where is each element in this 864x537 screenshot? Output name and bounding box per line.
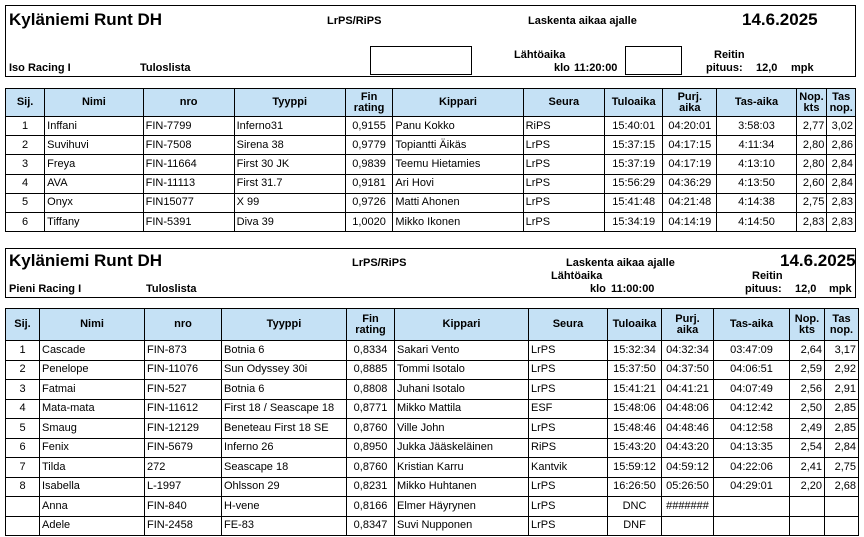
cell-purj-aika: 04:21:48 bbox=[663, 193, 717, 212]
cell-kippari: Matti Ahonen bbox=[393, 193, 523, 212]
race1-class: Iso Racing I bbox=[9, 62, 71, 74]
cell-nop-kts: 2,75 bbox=[796, 193, 827, 212]
cell-tyyppi: Botnia 6 bbox=[222, 341, 347, 361]
cell-sij: 5 bbox=[6, 193, 45, 212]
cell-tas-nop: 2,83 bbox=[827, 193, 856, 212]
cell-nop-kts: 2,41 bbox=[790, 458, 825, 478]
cell-nop-kts: 2,54 bbox=[790, 438, 825, 458]
table-row bbox=[6, 438, 859, 458]
cell-sij: 3 bbox=[6, 155, 45, 174]
cell-purj-aika: 05:26:50 bbox=[662, 477, 714, 497]
cell-seura: LrPS bbox=[529, 477, 608, 497]
table-row bbox=[6, 193, 856, 212]
cell-nimi: Isabella bbox=[40, 477, 145, 497]
table-row bbox=[6, 458, 859, 478]
cell-fin-rating: 0,8231 bbox=[347, 477, 395, 497]
cell-kippari: Elmer Häyrynen bbox=[395, 497, 529, 517]
cell-nro: FIN-873 bbox=[145, 341, 222, 361]
table-row bbox=[6, 341, 859, 361]
header-purj-aika: Purj. aika bbox=[663, 89, 717, 117]
cell-seura: LrPS bbox=[523, 212, 605, 231]
cell-tas-nop bbox=[825, 516, 859, 536]
cell-sij: 4 bbox=[6, 174, 45, 193]
cell-nop-kts: 2,59 bbox=[790, 360, 825, 380]
cell-tuloaika: 15:41:21 bbox=[608, 380, 662, 400]
cell-tas-aika: 4:11:34 bbox=[717, 136, 796, 155]
cell-nro: FIN-12129 bbox=[145, 419, 222, 439]
cell-tas-aika: 4:13:10 bbox=[717, 155, 796, 174]
header-seura: Seura bbox=[529, 309, 608, 341]
cell-nimi: Penelope bbox=[40, 360, 145, 380]
cell-tas-nop: 3,02 bbox=[827, 117, 856, 136]
cell-tuloaika: 15:37:50 bbox=[608, 360, 662, 380]
cell-tas-nop: 2,84 bbox=[827, 174, 856, 193]
cell-kippari: Kristian Karru bbox=[395, 458, 529, 478]
cell-nro: FIN-527 bbox=[145, 380, 222, 400]
cell-purj-aika: 04:32:34 bbox=[662, 341, 714, 361]
race2-header-row bbox=[6, 309, 859, 341]
cell-fin-rating: 0,8760 bbox=[347, 419, 395, 439]
cell-tuloaika: 15:40:01 bbox=[605, 117, 663, 136]
header-sij: Sij. bbox=[6, 309, 40, 341]
cell-tyyppi: Sirena 38 bbox=[234, 136, 345, 155]
cell-tuloaika: 16:26:50 bbox=[608, 477, 662, 497]
race2-length-unit: mpk bbox=[829, 283, 852, 295]
cell-fin-rating: 0,8166 bbox=[347, 497, 395, 517]
cell-fin-rating: 0,9779 bbox=[345, 136, 393, 155]
cell-sij bbox=[6, 516, 40, 536]
race2-start-klo: klo bbox=[590, 283, 606, 295]
cell-tas-aika: 03:47:09 bbox=[714, 341, 790, 361]
race2-results-table bbox=[5, 308, 859, 536]
header-sij: Sij. bbox=[6, 89, 45, 117]
cell-tas-nop: 3,17 bbox=[825, 341, 859, 361]
cell-kippari: Topiantti Äikäs bbox=[393, 136, 523, 155]
cell-nimi: Anna bbox=[40, 497, 145, 517]
cell-fin-rating: 0,8347 bbox=[347, 516, 395, 536]
cell-tas-nop bbox=[825, 497, 859, 517]
race2-method: Laskenta aikaa ajalle bbox=[566, 257, 675, 269]
cell-tuloaika: DNC bbox=[608, 497, 662, 517]
table-row bbox=[6, 399, 859, 419]
cell-tas-nop: 2,68 bbox=[825, 477, 859, 497]
cell-purj-aika: 04:36:29 bbox=[663, 174, 717, 193]
header-tas-nop: Tas nop. bbox=[827, 89, 856, 117]
cell-kippari: Mikko Mattila bbox=[395, 399, 529, 419]
cell-nimi: Tiffany bbox=[45, 212, 143, 231]
cell-seura: LrPS bbox=[529, 360, 608, 380]
cell-tuloaika: 15:32:34 bbox=[608, 341, 662, 361]
cell-nop-kts: 2,49 bbox=[790, 419, 825, 439]
cell-kippari: Teemu Hietamies bbox=[393, 155, 523, 174]
cell-nimi: Adele bbox=[40, 516, 145, 536]
cell-purj-aika: 04:14:19 bbox=[663, 212, 717, 231]
cell-nimi: Cascade bbox=[40, 341, 145, 361]
race1-method: Laskenta aikaa ajalle bbox=[528, 15, 637, 27]
cell-sij: 4 bbox=[6, 399, 40, 419]
cell-tyyppi: Beneteau First 18 SE bbox=[222, 419, 347, 439]
cell-nro: FIN-5679 bbox=[145, 438, 222, 458]
header-purj-aika: Purj. aika bbox=[662, 309, 714, 341]
table-row bbox=[6, 516, 859, 536]
race1-club: LrPS/RiPS bbox=[327, 15, 382, 27]
header-tas-aika: Tas-aika bbox=[714, 309, 790, 341]
cell-tas-aika bbox=[714, 497, 790, 517]
cell-nop-kts: 2,77 bbox=[796, 117, 827, 136]
race1-title: Kyläniemi Runt DH bbox=[9, 10, 163, 29]
cell-kippari: Suvi Nupponen bbox=[395, 516, 529, 536]
cell-nimi: Mata-mata bbox=[40, 399, 145, 419]
cell-nro: FIN-7508 bbox=[143, 136, 234, 155]
cell-fin-rating: 0,8760 bbox=[347, 458, 395, 478]
cell-tuloaika: 15:34:19 bbox=[605, 212, 663, 231]
race1-header-row bbox=[6, 89, 856, 117]
cell-tas-aika: 04:12:58 bbox=[714, 419, 790, 439]
header-tyyppi: Tyyppi bbox=[222, 309, 347, 341]
cell-tyyppi: H-vene bbox=[222, 497, 347, 517]
cell-nro: FIN-11612 bbox=[145, 399, 222, 419]
header-tuloaika: Tuloaika bbox=[605, 89, 663, 117]
cell-tas-aika: 3:58:03 bbox=[717, 117, 796, 136]
cell-tas-nop: 2,85 bbox=[825, 399, 859, 419]
race1-start-label: Lähtöaika bbox=[514, 49, 566, 61]
cell-nop-kts: 2,50 bbox=[790, 399, 825, 419]
cell-nop-kts: 2,56 bbox=[790, 380, 825, 400]
cell-tas-aika: 04:29:01 bbox=[714, 477, 790, 497]
cell-nop-kts: 2,80 bbox=[796, 136, 827, 155]
cell-tas-nop: 2,85 bbox=[825, 419, 859, 439]
race2-start-time: 11:00:00 bbox=[611, 283, 655, 295]
table-row bbox=[6, 380, 859, 400]
header-tyyppi: Tyyppi bbox=[234, 89, 345, 117]
cell-tas-nop: 2,84 bbox=[827, 155, 856, 174]
cell-nro: L-1997 bbox=[145, 477, 222, 497]
race1-date: 14.6.2025 bbox=[742, 10, 818, 29]
race1-route-label: Reitin bbox=[714, 49, 745, 61]
cell-tas-aika: 4:14:50 bbox=[717, 212, 796, 231]
cell-seura: LrPS bbox=[529, 419, 608, 439]
race2-date: 14.6.2025 bbox=[780, 251, 856, 270]
cell-sij: 3 bbox=[6, 380, 40, 400]
race2-list-label: Tuloslista bbox=[146, 283, 197, 295]
cell-nop-kts bbox=[790, 516, 825, 536]
cell-nop-kts: 2,80 bbox=[796, 155, 827, 174]
header-kippari: Kippari bbox=[393, 89, 523, 117]
cell-nimi: AVA bbox=[45, 174, 143, 193]
cell-purj-aika: 04:20:01 bbox=[663, 117, 717, 136]
cell-tas-aika bbox=[714, 516, 790, 536]
race1-start-time: 11:20:00 bbox=[574, 62, 618, 74]
cell-purj-aika: 04:48:46 bbox=[662, 419, 714, 439]
cell-seura: Kantvik bbox=[529, 458, 608, 478]
cell-tuloaika: 15:37:15 bbox=[605, 136, 663, 155]
race1-blank-cell-2 bbox=[625, 46, 682, 75]
cell-kippari: Jukka Jääskeläinen bbox=[395, 438, 529, 458]
cell-tas-aika: 4:14:38 bbox=[717, 193, 796, 212]
cell-seura: LrPS bbox=[529, 380, 608, 400]
cell-tyyppi: Botnia 6 bbox=[222, 380, 347, 400]
cell-sij: 1 bbox=[6, 341, 40, 361]
cell-tuloaika: 15:56:29 bbox=[605, 174, 663, 193]
cell-fin-rating: 0,8771 bbox=[347, 399, 395, 419]
cell-tas-aika: 04:13:35 bbox=[714, 438, 790, 458]
cell-tyyppi: FE-83 bbox=[222, 516, 347, 536]
header-tas-aika: Tas-aika bbox=[717, 89, 796, 117]
cell-seura: LrPS bbox=[529, 516, 608, 536]
cell-tas-nop: 2,86 bbox=[827, 136, 856, 155]
cell-sij: 5 bbox=[6, 419, 40, 439]
cell-purj-aika bbox=[662, 516, 714, 536]
cell-tas-nop: 2,83 bbox=[827, 212, 856, 231]
race2-class: Pieni Racing I bbox=[9, 283, 82, 295]
cell-tuloaika: DNF bbox=[608, 516, 662, 536]
cell-kippari: Juhani Isotalo bbox=[395, 380, 529, 400]
cell-tuloaika: 15:37:19 bbox=[605, 155, 663, 174]
cell-tas-aika: 4:13:50 bbox=[717, 174, 796, 193]
cell-kippari: Tommi Isotalo bbox=[395, 360, 529, 380]
cell-purj-aika: 04:48:06 bbox=[662, 399, 714, 419]
cell-nimi: Smaug bbox=[40, 419, 145, 439]
cell-tuloaika: 15:48:06 bbox=[608, 399, 662, 419]
cell-nro: FIN-2458 bbox=[145, 516, 222, 536]
cell-nro: 272 bbox=[145, 458, 222, 478]
table-row bbox=[6, 360, 859, 380]
cell-kippari: Mikko Huhtanen bbox=[395, 477, 529, 497]
table-row bbox=[6, 419, 859, 439]
table-row bbox=[6, 477, 859, 497]
cell-fin-rating: 0,8950 bbox=[347, 438, 395, 458]
table-row bbox=[6, 212, 856, 231]
cell-tas-nop: 2,84 bbox=[825, 438, 859, 458]
cell-seura: LrPS bbox=[523, 155, 605, 174]
cell-purj-aika: 04:43:20 bbox=[662, 438, 714, 458]
table-row bbox=[6, 136, 856, 155]
cell-tuloaika: 15:48:46 bbox=[608, 419, 662, 439]
cell-nimi: Tilda bbox=[40, 458, 145, 478]
cell-seura: LrPS bbox=[523, 193, 605, 212]
cell-nro: FIN15077 bbox=[143, 193, 234, 212]
cell-purj-aika: 04:59:12 bbox=[662, 458, 714, 478]
cell-tas-aika: 04:06:51 bbox=[714, 360, 790, 380]
cell-tuloaika: 15:43:20 bbox=[608, 438, 662, 458]
cell-seura: RiPS bbox=[523, 117, 605, 136]
cell-nimi: Freya bbox=[45, 155, 143, 174]
header-nro: nro bbox=[145, 309, 222, 341]
cell-fin-rating: 0,9181 bbox=[345, 174, 393, 193]
race2-length-value: 12,0 bbox=[795, 283, 817, 295]
cell-sij: 6 bbox=[6, 212, 45, 231]
race1-length-unit: mpk bbox=[791, 62, 814, 74]
cell-sij bbox=[6, 497, 40, 517]
cell-tas-aika: 04:22:06 bbox=[714, 458, 790, 478]
cell-nop-kts: 2,83 bbox=[796, 212, 827, 231]
cell-nimi: Fatmai bbox=[40, 380, 145, 400]
cell-nro: FIN-11113 bbox=[143, 174, 234, 193]
cell-tyyppi: Sun Odyssey 30i bbox=[222, 360, 347, 380]
cell-sij: 1 bbox=[6, 117, 45, 136]
cell-nro: FIN-5391 bbox=[143, 212, 234, 231]
cell-tyyppi: Inferno31 bbox=[234, 117, 345, 136]
cell-purj-aika: 04:17:15 bbox=[663, 136, 717, 155]
cell-sij: 7 bbox=[6, 458, 40, 478]
cell-nimi: Fenix bbox=[40, 438, 145, 458]
cell-kippari: Ville John bbox=[395, 419, 529, 439]
cell-seura: LrPS bbox=[523, 174, 605, 193]
cell-tuloaika: 15:59:12 bbox=[608, 458, 662, 478]
cell-nro: FIN-11664 bbox=[143, 155, 234, 174]
cell-tas-nop: 2,75 bbox=[825, 458, 859, 478]
race2-title: Kyläniemi Runt DH bbox=[9, 251, 163, 270]
table-row bbox=[6, 174, 856, 193]
cell-tyyppi: Inferno 26 bbox=[222, 438, 347, 458]
cell-kippari: Panu Kokko bbox=[393, 117, 523, 136]
race1-length-value: 12,0 bbox=[756, 62, 778, 74]
cell-nro: FIN-7799 bbox=[143, 117, 234, 136]
cell-kippari: Sakari Vento bbox=[395, 341, 529, 361]
cell-fin-rating: 0,9839 bbox=[345, 155, 393, 174]
header-nop-kts: Nop. kts bbox=[796, 89, 827, 117]
cell-tyyppi: Ohlsson 29 bbox=[222, 477, 347, 497]
cell-nop-kts bbox=[790, 497, 825, 517]
cell-tuloaika: 15:41:48 bbox=[605, 193, 663, 212]
cell-fin-rating: 1,0020 bbox=[345, 212, 393, 231]
race2-length-label: pituus: bbox=[745, 283, 782, 295]
cell-tyyppi: Diva 39 bbox=[234, 212, 345, 231]
cell-purj-aika: 04:41:21 bbox=[662, 380, 714, 400]
cell-purj-aika: 04:37:50 bbox=[662, 360, 714, 380]
cell-tas-nop: 2,92 bbox=[825, 360, 859, 380]
header-nro: nro bbox=[143, 89, 234, 117]
cell-seura: LrPS bbox=[529, 497, 608, 517]
race1-results-table bbox=[5, 88, 856, 232]
cell-nimi: Suvihuvi bbox=[45, 136, 143, 155]
race2-start-label: Lähtöaika bbox=[551, 270, 603, 282]
header-nop-kts: Nop. kts bbox=[790, 309, 825, 341]
cell-tas-aika: 04:07:49 bbox=[714, 380, 790, 400]
race2-club: LrPS/RiPS bbox=[352, 257, 407, 269]
table-row bbox=[6, 117, 856, 136]
header-fin-rating: Fin rating bbox=[345, 89, 393, 117]
header-tas-nop: Tas nop. bbox=[825, 309, 859, 341]
cell-seura: LrPS bbox=[529, 341, 608, 361]
table-row bbox=[6, 497, 859, 517]
cell-tyyppi: Seascape 18 bbox=[222, 458, 347, 478]
race1-list-label: Tuloslista bbox=[140, 62, 191, 74]
cell-sij: 2 bbox=[6, 360, 40, 380]
cell-fin-rating: 0,8885 bbox=[347, 360, 395, 380]
race1-start-klo: klo bbox=[554, 62, 570, 74]
header-tuloaika: Tuloaika bbox=[608, 309, 662, 341]
header-seura: Seura bbox=[523, 89, 605, 117]
cell-nop-kts: 2,20 bbox=[790, 477, 825, 497]
race1-blank-cell-1 bbox=[370, 46, 472, 75]
cell-tas-aika: 04:12:42 bbox=[714, 399, 790, 419]
cell-seura: LrPS bbox=[523, 136, 605, 155]
race1-length-label: pituus: bbox=[706, 62, 743, 74]
header-nimi: Nimi bbox=[40, 309, 145, 341]
cell-nop-kts: 2,64 bbox=[790, 341, 825, 361]
cell-fin-rating: 0,8808 bbox=[347, 380, 395, 400]
cell-purj-aika: ####### bbox=[662, 497, 714, 517]
cell-sij: 8 bbox=[6, 477, 40, 497]
cell-nro: FIN-11076 bbox=[145, 360, 222, 380]
cell-nimi: Onyx bbox=[45, 193, 143, 212]
cell-sij: 2 bbox=[6, 136, 45, 155]
cell-tas-nop: 2,91 bbox=[825, 380, 859, 400]
header-fin-rating: Fin rating bbox=[347, 309, 395, 341]
cell-fin-rating: 0,9726 bbox=[345, 193, 393, 212]
cell-kippari: Mikko Ikonen bbox=[393, 212, 523, 231]
table-row bbox=[6, 155, 856, 174]
cell-tyyppi: First 30 JK bbox=[234, 155, 345, 174]
header-nimi: Nimi bbox=[45, 89, 143, 117]
header-kippari: Kippari bbox=[395, 309, 529, 341]
cell-kippari: Ari Hovi bbox=[393, 174, 523, 193]
cell-tyyppi: First 18 / Seascape 18 bbox=[222, 399, 347, 419]
race2-route-label: Reitin bbox=[752, 270, 783, 282]
cell-seura: RiPS bbox=[529, 438, 608, 458]
cell-purj-aika: 04:17:19 bbox=[663, 155, 717, 174]
cell-tyyppi: X 99 bbox=[234, 193, 345, 212]
cell-fin-rating: 0,8334 bbox=[347, 341, 395, 361]
cell-sij: 6 bbox=[6, 438, 40, 458]
cell-seura: ESF bbox=[529, 399, 608, 419]
cell-tyyppi: First 31.7 bbox=[234, 174, 345, 193]
cell-nimi: Inffani bbox=[45, 117, 143, 136]
cell-nro: FIN-840 bbox=[145, 497, 222, 517]
cell-nop-kts: 2,60 bbox=[796, 174, 827, 193]
cell-fin-rating: 0,9155 bbox=[345, 117, 393, 136]
